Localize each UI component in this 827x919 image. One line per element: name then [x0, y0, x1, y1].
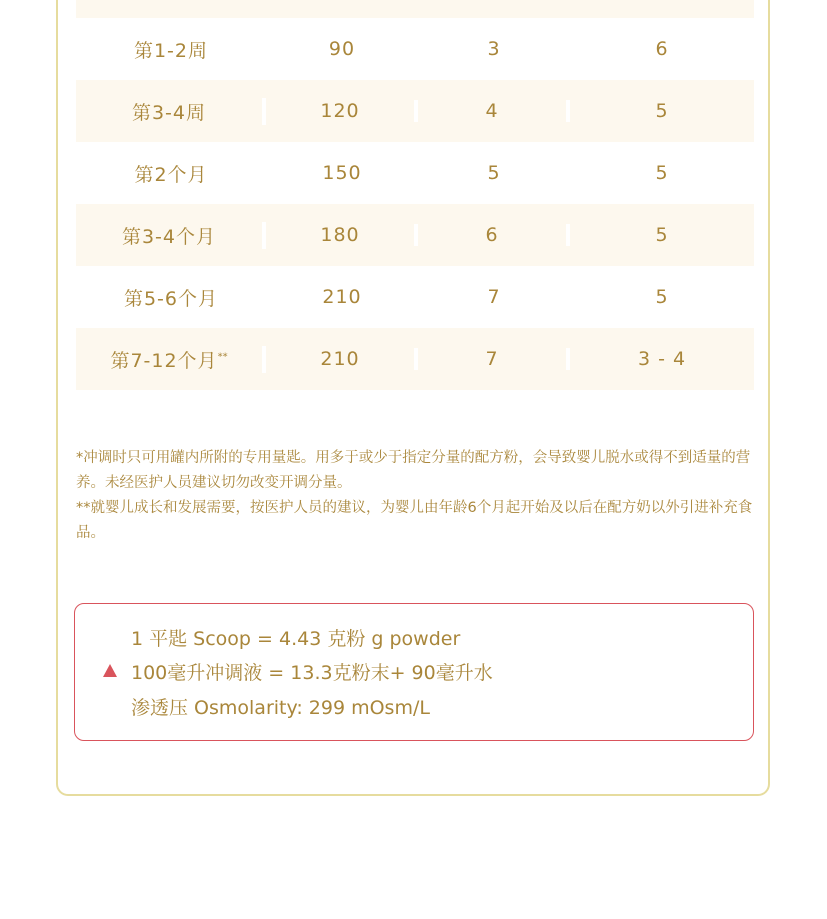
scoop-weight-text: 1 平匙 Scoop = 4.43 克粉 g powder: [131, 628, 461, 650]
scoops-cell: 7: [418, 348, 570, 370]
water-cell: 210: [322, 286, 362, 308]
age-cell: 第1-2周: [133, 39, 209, 62]
footnote-1: *冲调时只可用罐内所附的专用量匙。用多于或少于指定分量的配方粉，会导致婴儿脱水或得不到适量的营养。未经医护人员建议切勿改变开调分量。: [76, 450, 751, 491]
footnote-marker: **: [217, 351, 228, 363]
table-row: [76, 266, 754, 328]
footnote-2: **就婴儿成长和发展需要，按医护人员的建议，为婴儿由年龄6个月起开始及以后在配方奶以外引进补充食品。: [76, 500, 753, 541]
water-cell: 90: [328, 38, 356, 60]
age-cell: 第5-6个月: [123, 287, 219, 310]
feeding-table: [76, 0, 754, 390]
osmolarity-text: 渗透压 Osmolarity: 299 mOsm/L: [131, 697, 430, 719]
age-cell: 第3-4个月: [76, 222, 266, 249]
table-row: [76, 80, 754, 142]
table-row: [76, 18, 754, 80]
age-label: 第7-12个月: [110, 349, 218, 372]
warning-triangle-icon: [103, 664, 117, 677]
scoops-cell: 6: [418, 224, 570, 246]
feeds-cell: 6: [655, 38, 669, 60]
table-row: [76, 142, 754, 204]
mix-ratio-text: 100毫升冲调液 = 13.3克粉末+ 90毫升水: [131, 662, 493, 684]
scoops-cell: 7: [487, 286, 501, 308]
scoops-cell: 5: [487, 162, 501, 184]
table-row: [76, 328, 754, 390]
water-cell: 120: [266, 100, 418, 122]
feeds-cell: 5: [655, 224, 669, 246]
scoops-cell: 3: [487, 38, 501, 60]
feeds-cell: 3 - 4: [637, 348, 687, 370]
scoops-cell: 4: [418, 100, 570, 122]
water-cell: 150: [322, 162, 362, 184]
preparation-info-box: [74, 603, 754, 741]
table-row: [76, 204, 754, 266]
water-cell: 180: [266, 224, 418, 246]
water-cell: 210: [266, 348, 418, 370]
table-row: [76, 0, 754, 18]
feeds-cell: 5: [655, 162, 669, 184]
feeds-cell: 5: [655, 286, 669, 308]
age-cell: 第2个月: [134, 163, 208, 186]
feeds-cell: 5: [655, 100, 669, 122]
age-cell: 第3-4周: [76, 98, 266, 125]
age-cell: [76, 346, 266, 373]
footnotes: [76, 446, 756, 545]
